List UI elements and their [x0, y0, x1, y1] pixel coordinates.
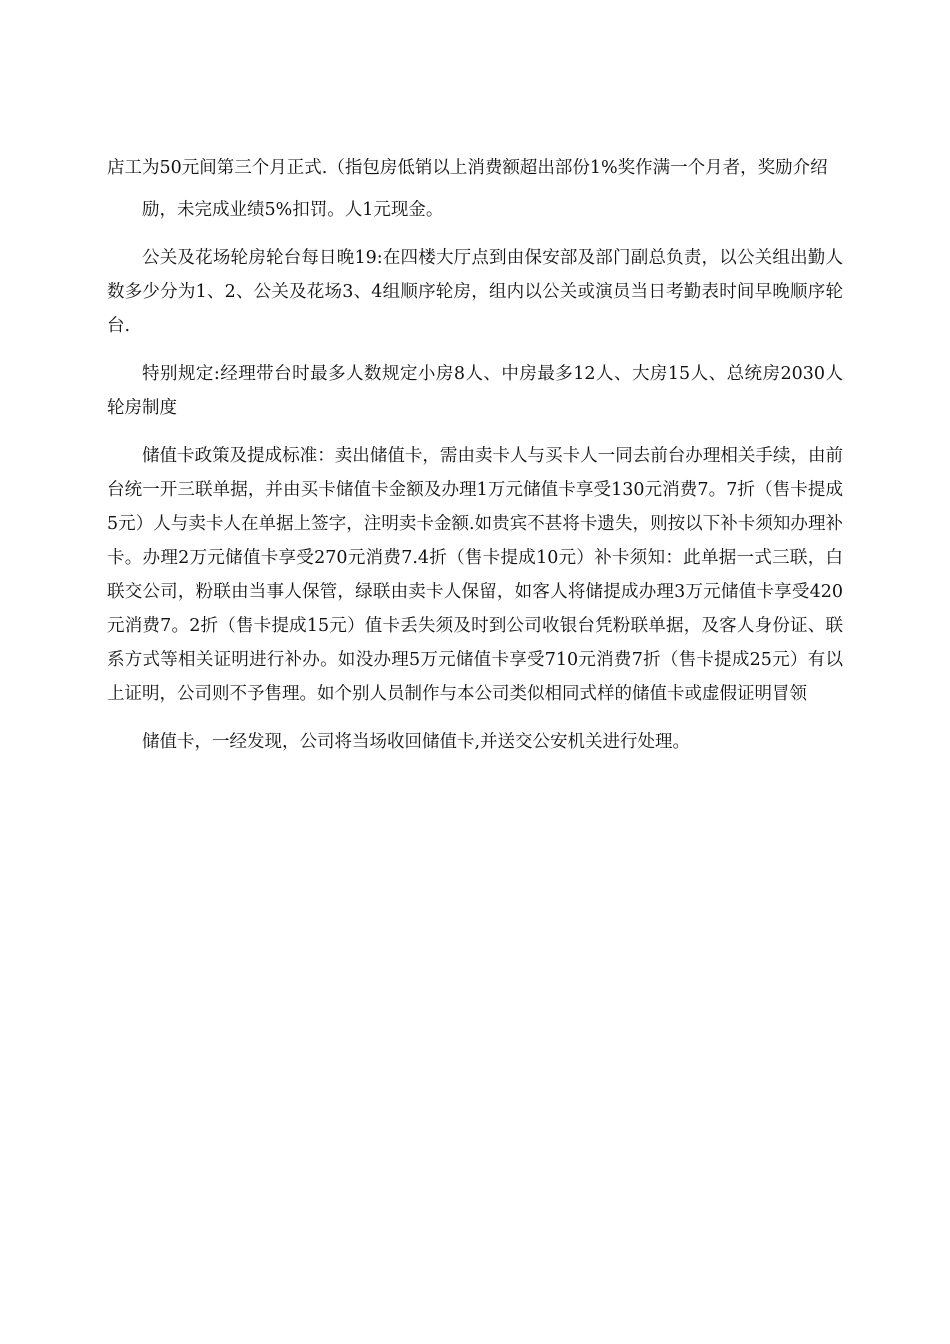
paragraph-special-rules: 特别规定:经理带台时最多人数规定小房8人、中房最多12人、大房15人、总统房2030人轮房制度	[107, 364, 843, 418]
paragraph-stored-value-card-policy: 储值卡政策及提成标准：卖出储值卡，需由卖卡人与买卡人一同去前台办理相关手续，由前台统一开三联单据，并由买卡储值卡金额及办理1万元储值卡享受130元消费7。7折（售卡提成5元）人与卖卡人在单据上签字，注明卖卡金额.如贵宾不甚将卡遗失，则按以下补卡须知办理补卡。办理2万元储值卡享受270元消费7.4折（售卡提成10元）补卡须知：此单据一式三联，白联交公司，粉联由当事人保管，绿联由卖卡人保留，如客人将储提成办理3万元储值卡享受420元消费7。2折（售卡提成15元）值卡丢失须及时到公司收银台凭粉联单据，及客人身份证、联系方式等相关证明进行补办。如没办理5万元储值卡享受710元消费7折（售卡提成25元）有以上证明，公司则不予售理。如个别人员制作与本公司类似相同式样的储值卡或虚假证明冒领	[107, 446, 843, 704]
paragraph-staff-commission: 店工为50元间第三个月正式.（指包房低销以上消费额超出部份1%奖作满一个月者，奖励介绍	[107, 158, 828, 178]
document-body	[107, 151, 843, 773]
paragraph-closing: 储值卡，一经发现，公司将当场收回储值卡,并送交公安机关进行处理。	[142, 732, 691, 752]
paragraph-room-rotation: 公关及花场轮房轮台每日晚19:在四楼大厅点到由保安部及部门副总负责，以公关组出勤人数多少分为1、2、公关及花场3、4组顺序轮房，组内以公关或演员当日考勤表时间早晚顺序轮台.	[107, 248, 843, 336]
paragraph-penalty: 励，未完成业绩5%扣罚。人1元现金。	[142, 200, 444, 220]
